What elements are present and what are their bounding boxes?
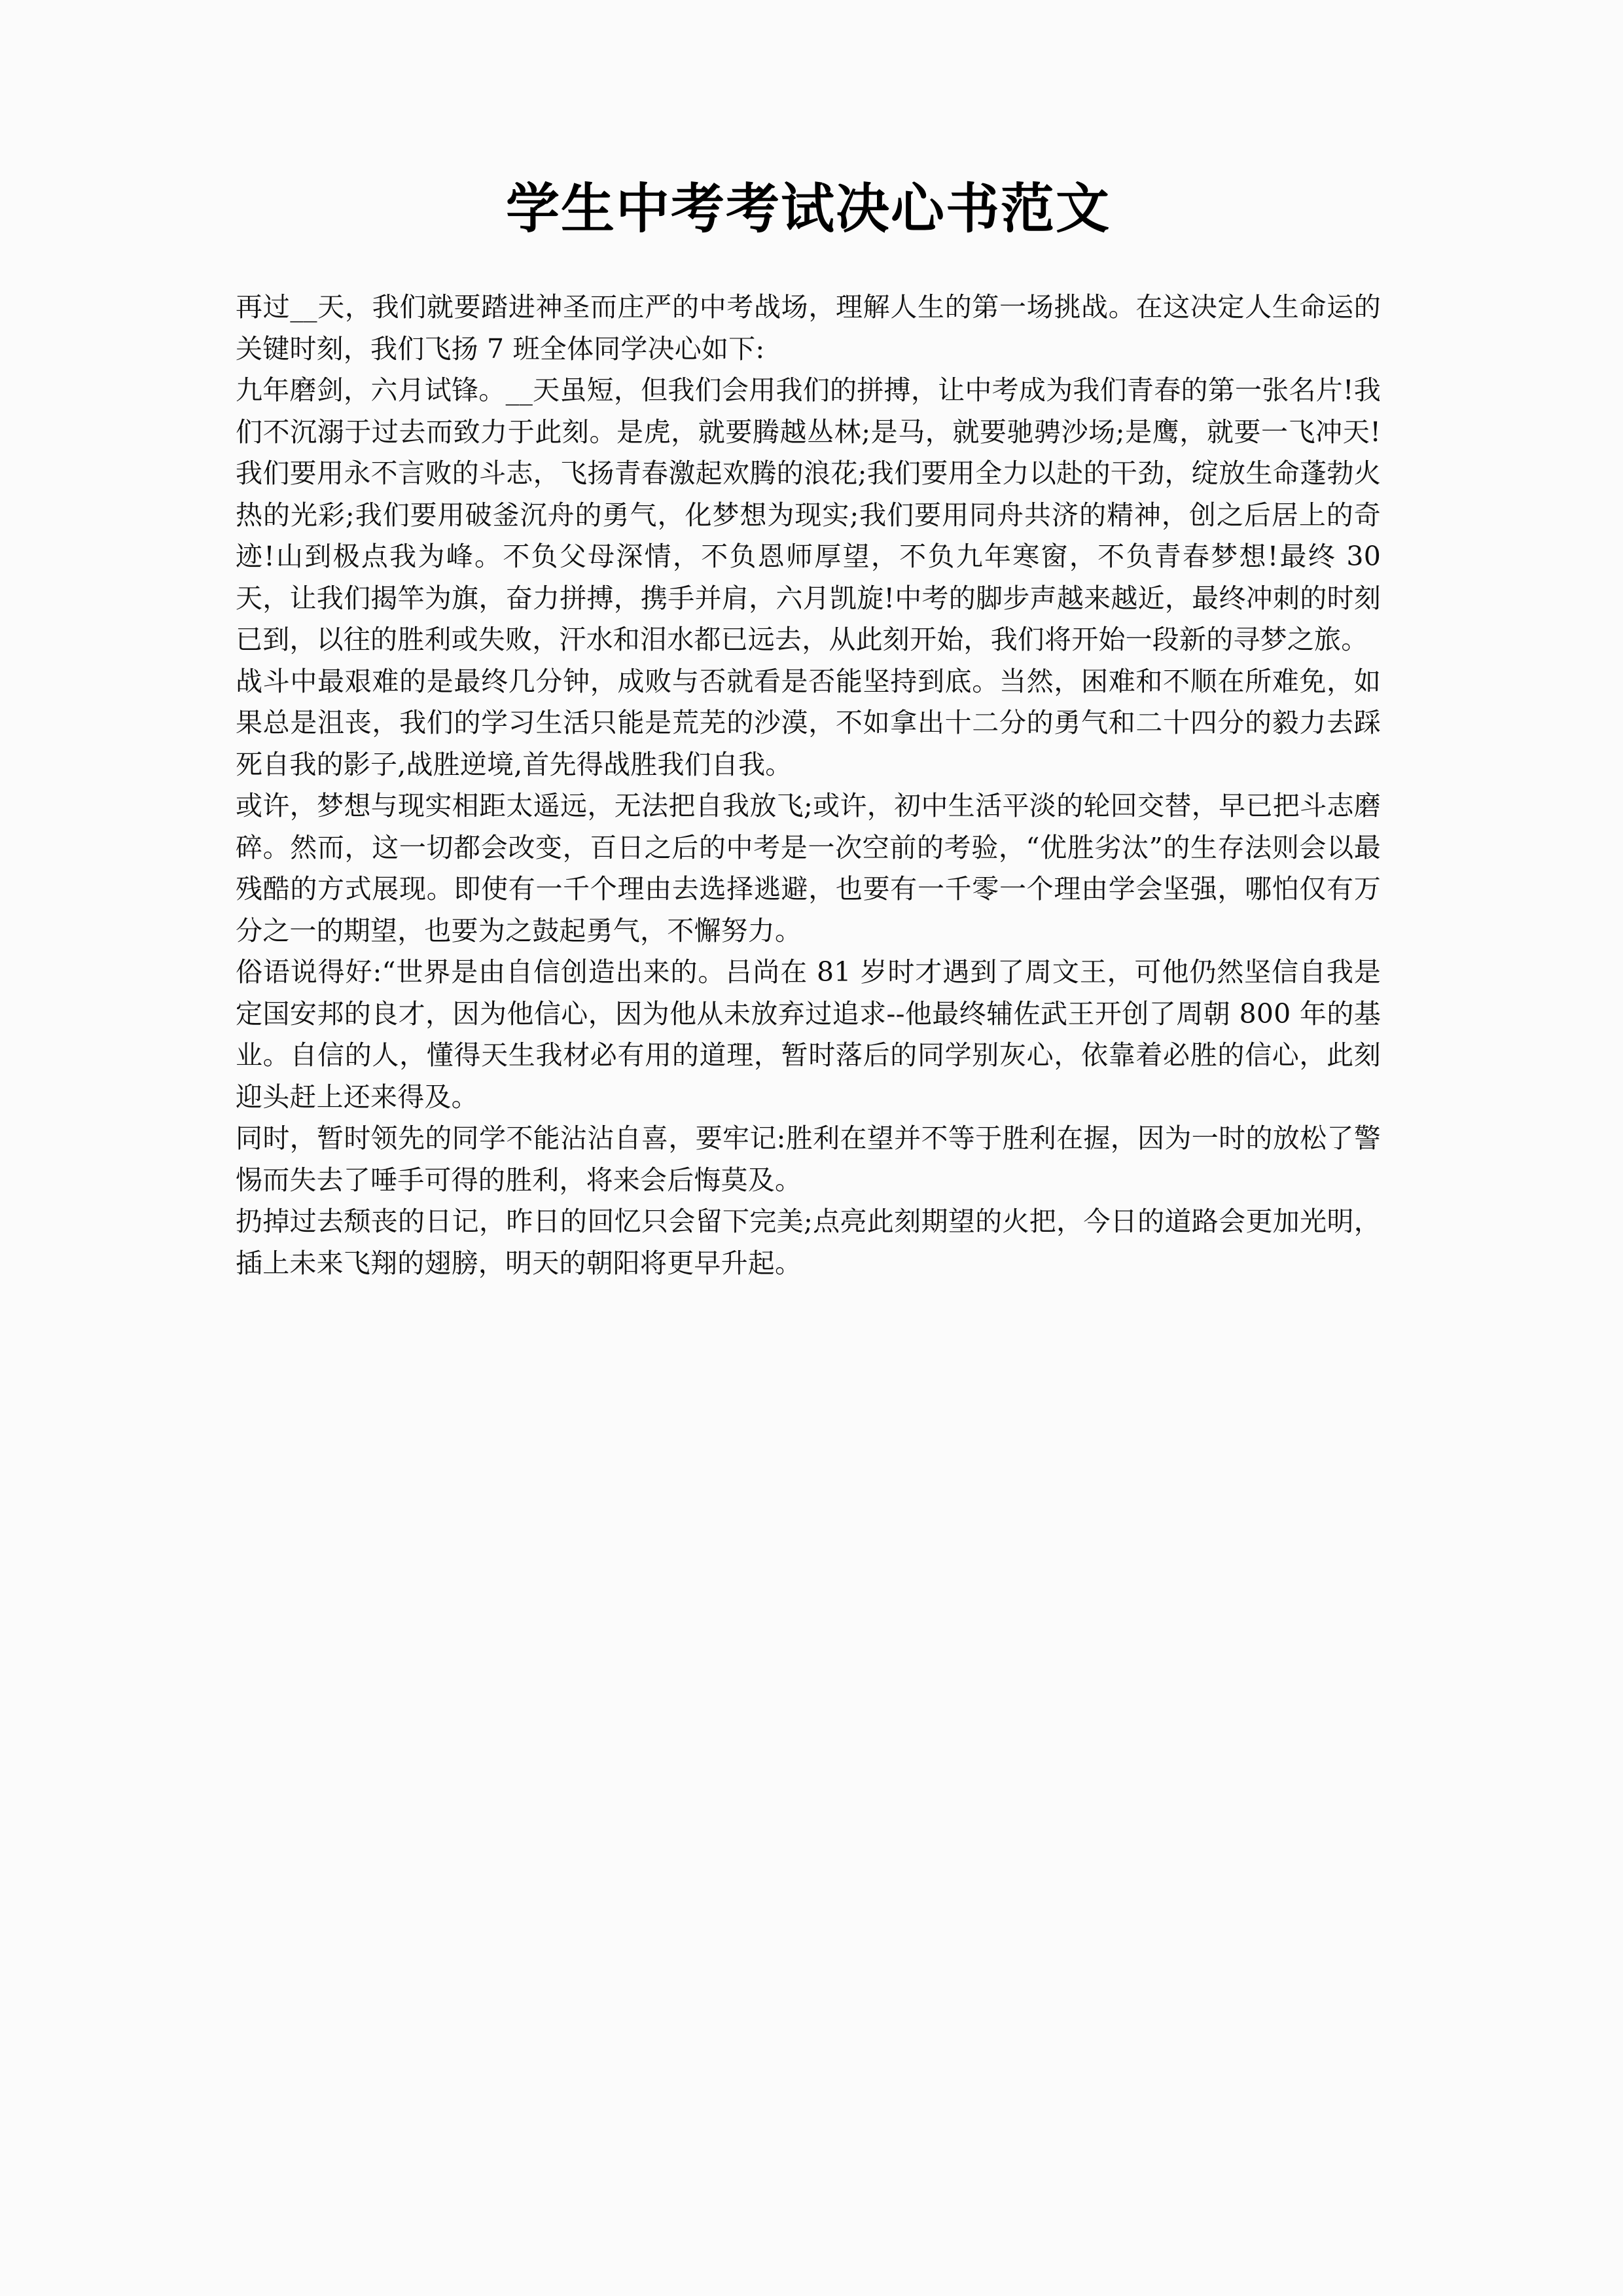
paragraph-7: 扔掉过去颓丧的日记，昨日的回忆只会留下完美;点亮此刻期望的火把，今日的道路会更加光明，插上未来飞翔的翅膀，明天的朝阳将更早升起。 <box>236 1206 1381 1279</box>
page-title: 学生中考考试决心书范文 <box>505 178 1111 240</box>
paragraph-2: 九年磨剑，六月试锋。__天虽短，但我们会用我们的拼搏，让中考成为我们青春的第一张名片!我们不沉溺于过去而致力于此刻。是虎，就要腾越丛林;是马，就要驰骋沙场;是鹰，就要一飞冲天!我们要用永不言败的斗志，飞扬青春激起欢腾的浪花;我们要用全力以赴的干劲，绽放生命蓬勃火热的光彩;我们要用破釜沉舟的勇气，化梦想为现实;我们要用同舟共济的精神，创之后居上的奇迹!山到极点我为峰。不负父母深情，不负恩师厚望，不负九年寒窗，不负青春梦想!最终 30 天，让我们揭竿为旗，奋力拼搏，携手并肩，六月凯旋!中考的脚步声越来越近，最终冲刺的时刻已到，以往的胜利或失败，汗水和泪水都已远去，从此刻开始，我们将开始一段新的寻梦之旅。 <box>236 374 1381 655</box>
document-body <box>236 287 1381 1284</box>
paragraph-5: 俗语说得好:“世界是由自信创造出来的。吕尚在 81 岁时才遇到了周文王，可他仍然坚信自我是定国安邦的良才，因为他信心，因为他从未放弃过追求--他最终辅佐武王开创了周朝 800 年的基业。自信的人，懂得天生我材必有用的道理，暂时落后的同学别灰心，依靠着必胜的信心，此刻迎头赶上还来得及。 <box>236 956 1381 1113</box>
paragraph-1: 再过__天，我们就要踏进神圣而庄严的中考战场，理解人生的第一场挑战。在这决定人生命运的关键时刻，我们飞扬 7 班全体同学决心如下: <box>236 291 1381 365</box>
paragraph-3: 战斗中最艰难的是最终几分钟，成败与否就看是否能坚持到底。当然，困难和不顺在所难免，如果总是沮丧，我们的学习生活只能是荒芜的沙漠，不如拿出十二分的勇气和二十四分的毅力去踩死自我的影子,战胜逆境,首先得战胜我们自我。 <box>236 665 1381 780</box>
paragraph-6: 同时，暂时领先的同学不能沾沾自喜，要牢记:胜利在望并不等于胜利在握，因为一时的放松了警惕而失去了唾手可得的胜利，将来会后悔莫及。 <box>236 1122 1381 1196</box>
paragraph-4: 或许，梦想与现实相距太遥远，无法把自我放飞;或许，初中生活平淡的轮回交替，早已把斗志磨碎。然而，这一切都会改变，百日之后的中考是一次空前的考验，“优胜劣汰”的生存法则会以最残酷的方式展现。即使有一千个理由去选择逃避，也要有一千零一个理由学会坚强，哪怕仅有万分之一的期望，也要为之鼓起勇气，不懈努力。 <box>236 790 1381 946</box>
